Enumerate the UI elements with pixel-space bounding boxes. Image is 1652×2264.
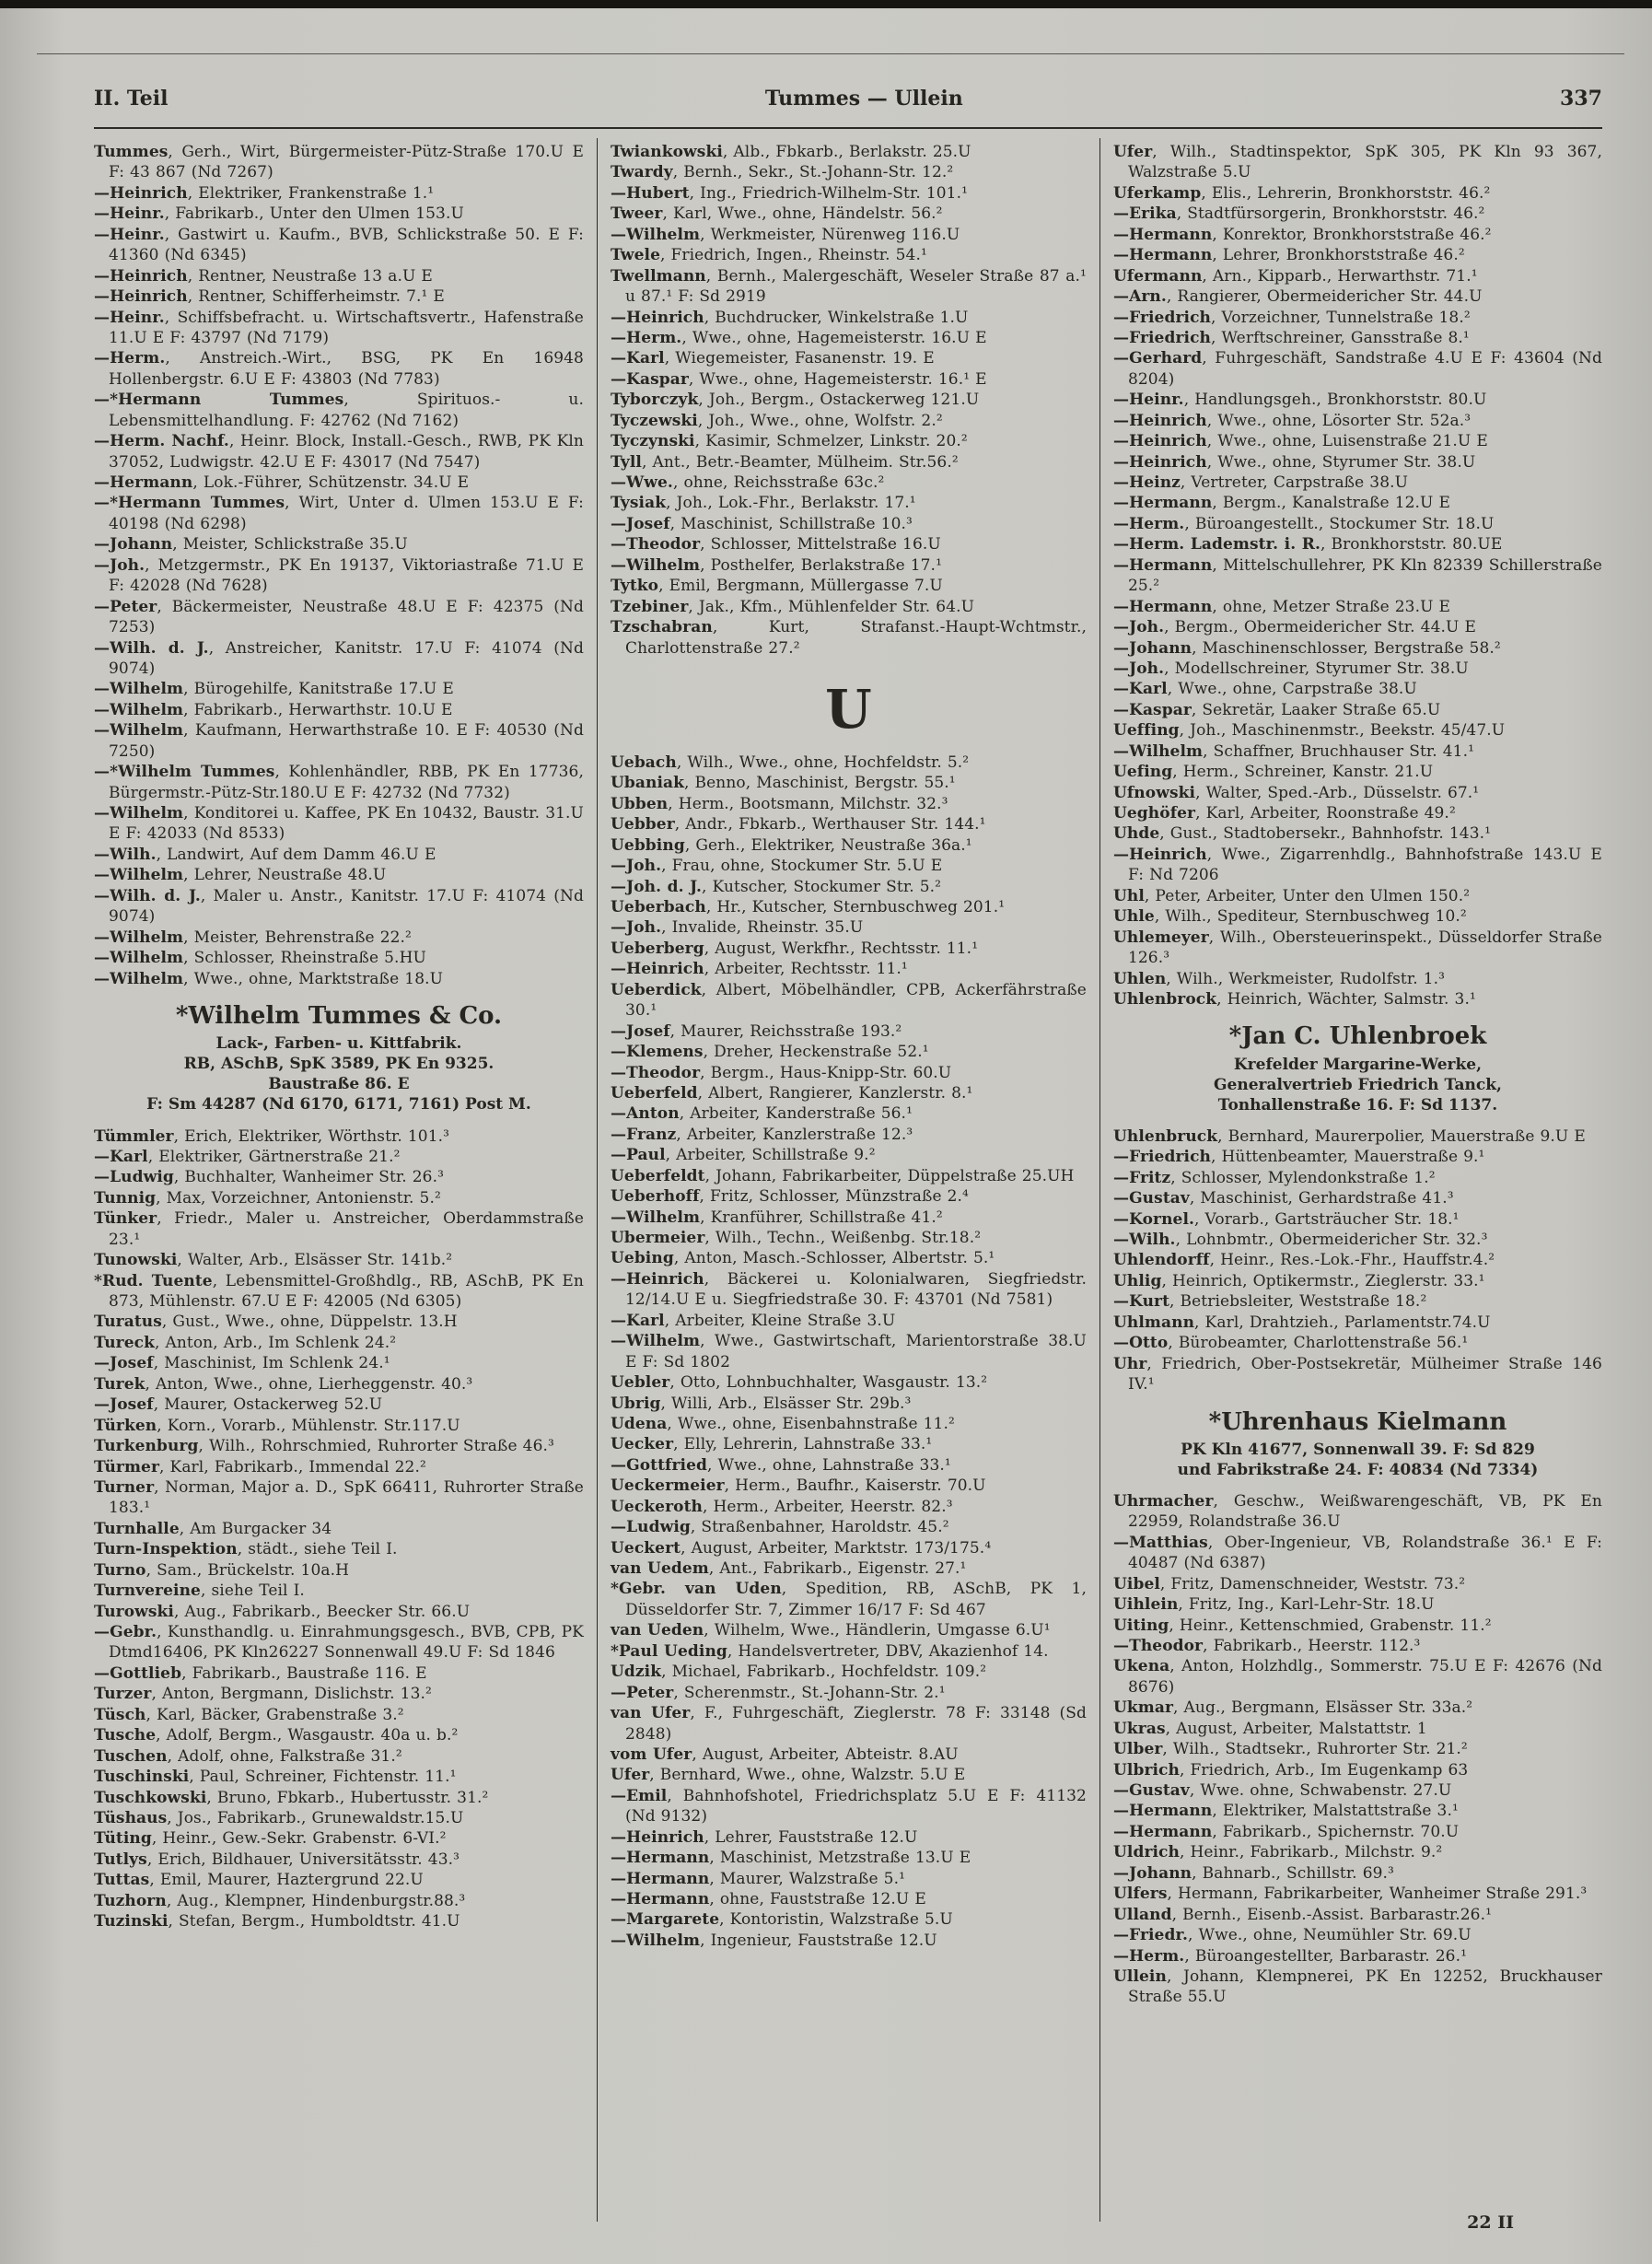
page-header-title: Tummes — Ullein	[764, 87, 963, 111]
advertisement-block	[1113, 1022, 1602, 1114]
directory-entry: —Kaspar, Sekretär, Laaker Straße 65.U	[1112, 700, 1441, 719]
advertisement-line: PK Kln 41677, Sonnenwall 39. F: Sd 829	[1181, 1440, 1535, 1459]
directory-entry: Ukmar, Aug., Bergmann, Elsässer Str. 33a.²	[1112, 1698, 1473, 1718]
directory-entry: Turkenburg, Wilh., Rohrschmied, Ruhrorter Straße 46.³	[94, 1437, 554, 1456]
directory-entry: Uefing, Herm., Schreiner, Kanstr. 21.U	[1112, 763, 1434, 782]
directory-entry: —Wilhelm, Schaffner, Bruchhauser Str. 41.¹	[1112, 741, 1475, 761]
section-letter-heading: U	[825, 677, 872, 741]
directory-entry: Ueckert, August, Arbeiter, Marktstr. 173/175.⁴	[610, 1538, 992, 1558]
directory-entry: —Anton, Arbeiter, Kanderstraße 56.¹	[610, 1104, 913, 1124]
directory-entry: Tureck, Anton, Arb., Im Schlenk 24.²	[94, 1333, 397, 1352]
directory-column-3	[1099, 138, 1602, 2222]
directory-entry: —*Wilhelm Tummes, Kohlenhändler, RBB, PK En 17736, Bürgermstr.-Pütz-Str.180.U E F: 42732 (Nd 7732)	[94, 763, 584, 802]
directory-entry: Twellmann, Bernh., Malergeschäft, Weseler Straße 87 a.¹ u 87.¹ F: Sd 2919	[610, 266, 1087, 307]
directory-entry: Ulbrich, Friedrich, Arb., Im Eugenkamp 63	[1112, 1760, 1469, 1780]
directory-entry: Tuzhorn, Aug., Klempner, Hindenburgstr.88.³	[94, 1891, 466, 1910]
directory-entry: Ufer, Bernhard, Wwe., ohne, Walzstr. 5.U E	[610, 1766, 966, 1785]
directory-entry: Ueffing, Joh., Maschinenmstr., Beekstr. 45/47.U	[1112, 721, 1506, 741]
directory-entry: Ubermeier, Wilh., Techn., Weißenbg. Str.18.²	[610, 1229, 982, 1247]
directory-entry: —Theodor, Schlosser, Mittelstraße 16.U	[610, 535, 941, 554]
advertisement-line: F: Sm 44287 (Nd 6170, 6171, 7161) Post M.	[146, 1095, 531, 1114]
directory-entry: —Hermann, Konrektor, Bronkhorststraße 46.²	[1112, 225, 1492, 244]
directory-entry: —Heinrich, Lehrer, Fauststraße 12.U	[610, 1827, 918, 1847]
directory-entry: Ufer, Wilh., Stadtinspektor, SpK 305, PK Kln 93 367, Walzstraße 5.U	[1112, 143, 1602, 182]
scan-edge-artifact	[0, 0, 1652, 8]
directory-entry: Ueckeroth, Herm., Arbeiter, Heerstr. 82.³	[610, 1497, 953, 1516]
directory-entry: Tümmler, Erich, Elektriker, Wörthstr. 101.³	[94, 1126, 450, 1146]
directory-entry: van Ueden, Wilhelm, Wwe., Händlerin, Umgasse 6.U¹	[610, 1621, 1051, 1640]
directory-entry: Tuschkowski, Bruno, Fbkarb., Hubertusstr. 31.²	[94, 1788, 489, 1807]
directory-entry: —*Hermann Tummes, Wirt, Unter d. Ulmen 153.U E F: 40198 (Nd 6298)	[94, 494, 584, 533]
directory-entry: Uibel, Fritz, Damenschneider, Weststr. 73.²	[1112, 1574, 1466, 1593]
directory-column-1	[94, 138, 597, 2222]
directory-entry: Turowski, Aug., Fabrikarb., Beecker Str. 66.U	[94, 1602, 471, 1621]
directory-entry: —Hermann, Mittelschullehrer, PK Kln 82339 Schillerstraße 25.²	[1112, 555, 1602, 596]
directory-entry: Ueberfeld, Albert, Rangierer, Kanzlerstr. 8.¹	[610, 1083, 973, 1103]
directory-entry: Tysiak, Joh., Lok.-Fhr., Berlakstr. 17.¹	[610, 494, 916, 513]
directory-entry: Uhlmann, Karl, Drahtzieh., Parlamentstr.74.U	[1112, 1313, 1491, 1332]
directory-entry: —Heinrich, Wwe., ohne, Lösorter Str. 52a.³	[1112, 411, 1472, 430]
directory-entry: Uhlen, Wilh., Werkmeister, Rudolfstr. 1.³	[1112, 969, 1446, 988]
directory-entry: Ueckermeier, Herm., Baufhr., Kaiserstr. 70.U	[610, 1476, 986, 1496]
directory-entry: —Wilhelm, Fabrikarb., Herwarthstr. 10.U E	[94, 700, 453, 719]
directory-entry: Ukras, August, Arbeiter, Malstattstr. 1	[1112, 1719, 1427, 1738]
directory-entry: Ufnowski, Walter, Sped.-Arb., Düsselstr. 67.¹	[1112, 783, 1480, 802]
directory-entry: Udena, Wwe., ohne, Eisenbahnstraße 11.²	[610, 1414, 955, 1433]
directory-entry: —Hermann, Bergm., Kanalstraße 12.U E	[1112, 494, 1450, 513]
directory-entry: Tyczewski, Joh., Wwe., ohne, Wolfstr. 2.²	[610, 411, 943, 430]
directory-entry: Uiting, Heinr., Kettenschmied, Grabenstr. 11.²	[1112, 1616, 1492, 1635]
directory-entry: —Wilh. d. J., Anstreicher, Kanitstr. 17.U F: 41074 (Nd 9074)	[94, 638, 584, 678]
directory-entry: —Gottfried, Wwe., ohne, Lahnstraße 33.¹	[610, 1455, 951, 1475]
directory-entry: Tutlys, Erich, Bildhauer, Universitätsstr. 43.³	[94, 1850, 460, 1869]
directory-entry: —Joh., Metzgermstr., PK En 19137, Viktoriastraße 71.U E F: 42028 (Nd 7628)	[94, 555, 584, 596]
directory-entry: Turner, Norman, Major a. D., SpK 66411, Ruhrorter Straße 183.¹	[94, 1477, 584, 1518]
directory-entry: vom Ufer, August, Arbeiter, Abteistr. 8.AU	[610, 1745, 959, 1764]
directory-entry: Twardy, Bernh., Sekr., St.-Johann-Str. 12.²	[610, 163, 954, 182]
directory-entry: —Gerhard, Fuhrgeschäft, Sandstraße 4.U E F: 43604 (Nd 8204)	[1112, 349, 1602, 389]
directory-entry: Ulland, Bernh., Eisenb.-Assist. Barbarastr.26.¹	[1112, 1905, 1493, 1924]
directory-entry: —Herm., Büroangestellt., Stockumer Str. 18.U	[1112, 514, 1495, 533]
directory-entry: van Uedem, Ant., Fabrikarb., Eigenstr. 27.¹	[610, 1559, 967, 1578]
directory-entry: —Gustav, Maschinist, Gerhardstraße 41.³	[1112, 1189, 1454, 1208]
directory-entry: —Emil, Bahnhofshotel, Friedrichsplatz 5.U E F: 41132 (Nd 9132)	[610, 1786, 1087, 1826]
directory-entry: —Joh., Modellschreiner, Styrumer Str. 38.U	[1112, 659, 1469, 678]
directory-entry: Tüshaus, Jos., Fabrikarb., Grunewaldstr.15.U	[94, 1808, 464, 1827]
directory-entry: Türmer, Karl, Fabrikarb., Immendal 22.²	[94, 1457, 426, 1476]
directory-entry: —Wilhelm, Posthelfer, Berlakstraße 17.¹	[610, 555, 942, 575]
directory-entry: —Karl, Elektriker, Gärtnerstraße 21.²	[94, 1147, 401, 1166]
directory-entry: —Herm. Lademstr. i. R., Bronkhorststr. 80.UE	[1112, 535, 1503, 554]
directory-entry: Tzschabran, Kurt, Strafanst.-Haupt-Wchtmstr., Charlottenstraße 27.²	[610, 618, 1087, 658]
directory-entry: —Karl, Wiegemeister, Fasanenstr. 19. E	[610, 349, 935, 368]
directory-entry: —*Hermann Tummes, Spirituos.- u. Lebensmittelhandlung. F: 42762 (Nd 7162)	[94, 391, 584, 430]
directory-entry: Uhlemeyer, Wilh., Obersteuerinspekt., Düsseldorfer Straße 126.³	[1112, 928, 1602, 968]
directory-entry: —Wilh. d. J., Maler u. Anstr., Kanitstr. 17.U F: 41074 (Nd 9074)	[94, 886, 584, 927]
directory-entry: Uhlendorff, Heinr., Res.-Lok.-Fhr., Hauffstr.4.²	[1112, 1251, 1495, 1270]
directory-entry: —Hubert, Ing., Friedrich-Wilhelm-Str. 101.¹	[610, 183, 969, 203]
directory-entry: Turek, Anton, Wwe., ohne, Lierheggenstr. 40.³	[94, 1374, 473, 1394]
directory-entry: —Kurt, Betriebsleiter, Weststraße 18.²	[1112, 1292, 1427, 1312]
directory-entry: —Theodor, Bergm., Haus-Knipp-Str. 60.U	[610, 1063, 952, 1082]
directory-entry: Uecker, Elly, Lehrerin, Lahnstraße 33.¹	[610, 1435, 933, 1454]
advertisement-line: Krefelder Margarine-Werke,	[1233, 1055, 1483, 1074]
directory-entry: —Heinrich, Wwe., Zigarrenhdlg., Bahnhofstraße 143.U E F: Nd 7206	[1112, 845, 1602, 885]
directory-entry: Uhle, Wilh., Spediteur, Sternbuschweg 10.²	[1112, 907, 1467, 927]
directory-entry: —Hermann, ohne, Metzer Straße 23.U E	[1112, 597, 1451, 616]
directory-entry: —Karl, Arbeiter, Kleine Straße 3.U	[610, 1311, 896, 1330]
page-top-rule	[37, 53, 1624, 54]
directory-entry: Tyczynski, Kasimir, Schmelzer, Linkstr. 20.²	[610, 432, 968, 451]
advertisement-line: Tonhallenstraße 16. F: Sd 1137.	[1217, 1095, 1498, 1114]
directory-entry: Tweer, Karl, Wwe., ohne, Händelstr. 56.²	[610, 204, 943, 224]
directory-entry: —Ludwig, Straßenbahner, Haroldstr. 45.²	[610, 1518, 949, 1537]
directory-entry: —Peter, Scherenmstr., St.-Johann-Str. 2.¹	[610, 1683, 946, 1702]
directory-entry: Tunnig, Max, Vorzeichner, Antonienstr. 5.²	[94, 1188, 441, 1208]
advertisement-line: Baustraße 86. E	[268, 1075, 410, 1094]
directory-entry: Twiankowski, Alb., Fbkarb., Berlakstr. 25.U	[610, 143, 971, 161]
advertisement-line: RB, ASchB, SpK 3589, PK En 9325.	[183, 1055, 494, 1074]
directory-entry: —Heinrich, Arbeiter, Rechtsstr. 11.¹	[610, 960, 908, 979]
directory-entry: —Johann, Maschinenschlosser, Bergstraße 58.²	[1112, 638, 1501, 658]
directory-entry: —Hermann, Fabrikarb., Spichernstr. 70.U	[1112, 1822, 1460, 1841]
directory-entry: —Arn., Rangierer, Obermeidericher Str. 44.U	[1112, 287, 1483, 307]
directory-entry: —Wilhelm, Konditorei u. Kaffee, PK En 10432, Baustr. 31.U E F: 42033 (Nd 8533)	[94, 804, 584, 844]
directory-entry: —Wilhelm, Wwe., ohne, Marktstraße 18.U	[94, 969, 444, 988]
directory-entry: —Heinrich, Rentner, Neustraße 13 a.U E	[94, 266, 433, 286]
advertisement-title: *Wilhelm Tummes & Co.	[175, 1001, 503, 1030]
directory-column-2	[597, 138, 1099, 2222]
directory-entry: —Margarete, Kontoristin, Walzstraße 5.U	[610, 1910, 953, 1930]
page-part-label: II. Teil	[94, 87, 169, 111]
directory-entry: —Gottlieb, Fabrikarb., Baustraße 116. E	[94, 1663, 427, 1683]
directory-entry: Ukena, Anton, Holzhdlg., Sommerstr. 75.U E F: 42676 (Nd 8676)	[1112, 1657, 1602, 1697]
directory-entry: —Herm., Anstreich.-Wirt., BSG, PK En 16948 Hollenbergstr. 6.U E F: 43803 (Nd 7783)	[94, 349, 584, 389]
directory-entry: —Wilhelm, Lehrer, Neustraße 48.U	[94, 866, 387, 885]
directory-entry: —Heinr., Fabrikarb., Unter den Ulmen 153.U	[94, 204, 464, 224]
directory-entry: —Klemens, Dreher, Heckenstraße 52.¹	[610, 1043, 929, 1062]
directory-entry: —Karl, Wwe., ohne, Carpstraße 38.U	[1112, 680, 1417, 699]
directory-entry: Udzik, Michael, Fabrikarb., Hochfeldstr. 109.²	[610, 1663, 987, 1682]
directory-entry: —Joh., Frau, ohne, Stockumer Str. 5.U E	[610, 857, 943, 876]
directory-entry: Ubrig, Willi, Arb., Elsässer Str. 29b.³	[610, 1394, 912, 1413]
directory-entry: Uebler, Otto, Lohnbuchhalter, Wasgaustr. 13.²	[610, 1373, 988, 1393]
directory-entry: Ueberfeldt, Johann, Fabrikarbeiter, Düppelstraße 25.UH	[610, 1166, 1075, 1185]
directory-entry: Ueberdick, Albert, Möbelhändler, CPB, Ackerfährstraße 30.¹	[610, 980, 1087, 1021]
directory-entry: Ueberhoff, Fritz, Schlosser, Münzstraße 2.⁴	[610, 1187, 969, 1207]
directory-entry: —Hermann, ohne, Fauststraße 12.U E	[610, 1890, 926, 1908]
directory-entry: Uldrich, Heinr., Fabrikarb., Milchstr. 9.²	[1112, 1843, 1443, 1862]
directory-entry: *Paul Ueding, Handelsvertreter, DBV, Akazienhof 14.	[610, 1641, 1049, 1661]
directory-entry: Ubben, Herm., Bootsmann, Milchstr. 32.³	[610, 794, 948, 813]
directory-entry: —Erika, Stadtfürsorgerin, Bronkhorststr. 46.²	[1112, 204, 1485, 224]
advertisement-title: *Uhrenhaus Kielmann	[1208, 1407, 1507, 1436]
directory-entry: *Gebr. van Uden, Spedition, RB, ASchB, PK 1, Düsseldorfer Str. 7, Zimmer 16/17 F: Sd 467	[610, 1580, 1087, 1619]
directory-entry: Uferkamp, Elis., Lehrerin, Bronkhorststr. 46.²	[1112, 183, 1491, 203]
directory-entry: Ubaniak, Benno, Maschinist, Bergstr. 55.¹	[610, 774, 956, 793]
directory-entry: —Ludwig, Buchhalter, Wanheimer Str. 26.³	[94, 1168, 445, 1187]
directory-entry: Ulfers, Hermann, Fabrikarbeiter, Wanheimer Straße 291.³	[1112, 1885, 1588, 1904]
directory-entry: Ufermann, Arn., Kipparb., Herwarthstr. 71.¹	[1112, 266, 1478, 286]
advertisement-title: *Jan C. Uhlenbroek	[1228, 1022, 1487, 1051]
directory-entry: —Wilh., Lohnbmtr., Obermeidericher Str. 32.³	[1112, 1231, 1488, 1250]
directory-entry: Ullein, Johann, Klempnerei, PK En 12252, Bruckhauser Straße 55.U	[1112, 1966, 1602, 2007]
directory-entry: —Heinrich, Rentner, Schifferheimstr. 7.¹ E	[94, 287, 445, 307]
directory-entry: Tusche, Adolf, Bergm., Wasgaustr. 40a u. b.²	[94, 1726, 459, 1745]
directory-entry: Uhl, Peter, Arbeiter, Unter den Ulmen 150.²	[1112, 886, 1471, 905]
directory-entry: Tuschinski, Paul, Schreiner, Fichtenstr. 11.¹	[94, 1768, 457, 1787]
directory-entry: Tunowski, Walter, Arb., Elsässer Str. 141b.²	[94, 1251, 453, 1270]
directory-entry: —Friedrich, Vorzeichner, Tunnelstraße 18.²	[1112, 308, 1471, 327]
page-header	[94, 87, 1602, 111]
directory-entry: van Ufer, F., Fuhrgeschäft, Zieglerstr. 78 F: 33148 (Sd 2848)	[610, 1704, 1087, 1744]
directory-entry: Turnhalle, Am Burgacker 34	[94, 1519, 332, 1538]
directory-entry: Turnvereine, siehe Teil I.	[94, 1581, 305, 1601]
directory-entry: —Hermann, Maschinist, Metzstraße 13.U E	[610, 1849, 971, 1868]
advertisement-block	[1113, 1408, 1602, 1480]
directory-entry: —Friedrich, Hüttenbeamter, Mauerstraße 9.¹	[1112, 1148, 1485, 1167]
directory-entry: Tummes, Gerh., Wirt, Bürgermeister-Pütz-Straße 170.U E F: 43 867 (Nd 7267)	[94, 143, 584, 182]
directory-entry: Uhr, Friedrich, Ober-Postsekretär, Mülheimer Straße 146 IV.¹	[1112, 1354, 1602, 1395]
directory-entry: —Hermann, Lok.-Führer, Schützenstr. 34.U E	[94, 473, 470, 492]
directory-entry: Tyborczyk, Joh., Bergm., Ostackerweg 121.U	[610, 391, 980, 410]
directory-entry: —Johann, Bahnarb., Schillstr. 69.³	[1112, 1863, 1394, 1883]
directory-entry: —Kornel., Vorarb., Gartsträucher Str. 18.¹	[1112, 1209, 1460, 1229]
directory-entry: Uhlenbrock, Heinrich, Wächter, Salmstr. 3.¹	[1112, 989, 1476, 1009]
directory-entry: Tuzinski, Stefan, Bergm., Humboldtstr. 41.U	[94, 1912, 460, 1931]
directory-entry: —Peter, Bäckermeister, Neustraße 48.U E F: 42375 (Nd 7253)	[94, 597, 584, 637]
directory-entry: —Wilhelm, Schlosser, Rheinstraße 5.HU	[94, 949, 426, 968]
directory-entry: Ueghöfer, Karl, Arbeiter, Roonstraße 49.²	[1112, 804, 1456, 823]
directory-entry: —Hermann, Elektriker, Malstattstraße 3.¹	[1112, 1802, 1459, 1821]
directory-entry: —Heinr., Schiffsbefracht. u. Wirtschaftsvertr., Hafenstraße 11.U E F: 43797 (Nd 7179)	[94, 308, 584, 347]
directory-entry: Uihlein, Fritz, Ing., Karl-Lehr-Str. 18.U	[1112, 1595, 1435, 1615]
directory-entry: Turzer, Anton, Bergmann, Dislichstr. 13.²	[94, 1685, 432, 1704]
directory-entry: —Wilhelm, Werkmeister, Nürenweg 116.U	[610, 225, 960, 244]
directory-entry: Uebach, Wilh., Wwe., ohne, Hochfeldstr. 5.²	[610, 753, 970, 772]
directory-entry: —Joh., Bergm., Obermeidericher Str. 44.U E	[1112, 618, 1476, 637]
directory-entry: —Wwe., ohne, Reichsstraße 63c.²	[610, 473, 885, 492]
advertisement-line: Generalvertrieb Friedrich Tanck,	[1214, 1075, 1502, 1094]
directory-entry: Tüsch, Karl, Bäcker, Grabenstraße 3.²	[94, 1705, 404, 1724]
directory-entry: —Wilhelm, Kaufmann, Herwarthstraße 10. E F: 40530 (Nd 7250)	[94, 721, 584, 761]
directory-entry: Uhlig, Heinrich, Optikermstr., Zieglerstr. 33.¹	[1112, 1271, 1485, 1290]
directory-entry: Ueberberg, August, Werkfhr., Rechtsstr. 11.¹	[610, 939, 979, 958]
directory-entry: —Wilhelm, Wwe., Gastwirtschaft, Marientorstraße 38.U E F: Sd 1802	[610, 1332, 1087, 1371]
directory-entry: —Franz, Arbeiter, Kanzlerstraße 12.³	[610, 1125, 913, 1144]
directory-entry: Turn-Inspektion, städt., siehe Teil I.	[94, 1540, 398, 1559]
directory-entry: —Gebr., Kunsthandlg. u. Einrahmungsgesch., BVB, CPB, PK Dtmd16406, PK Kln26227 Sonnenwall 49.U F: Sd 1846	[94, 1623, 584, 1663]
page-number: 337	[1560, 87, 1602, 111]
directory-entry: —Heinrich, Elektriker, Frankenstraße 1.¹	[94, 183, 435, 203]
advertisement-line: Lack-, Farben- u. Kittfabrik.	[215, 1034, 462, 1054]
directory-entry: Tyll, Ant., Betr.-Beamter, Mülheim. Str.56.²	[610, 452, 959, 472]
header-rule	[94, 127, 1602, 129]
directory-entry: —Josef, Maurer, Ostackerweg 52.U	[94, 1395, 383, 1415]
directory-entry: Tuschen, Adolf, ohne, Falkstraße 31.²	[94, 1746, 402, 1766]
directory-entry: Tünker, Friedr., Maler u. Anstreicher, Oberdammstraße 23.¹	[94, 1209, 584, 1249]
directory-entry: —Joh., Invalide, Rheinstr. 35.U	[610, 918, 864, 938]
directory-entry: Uhlenbruck, Bernhard, Maurerpolier, Mauerstraße 9.U E	[1112, 1126, 1586, 1146]
directory-entry: Twele, Friedrich, Ingen., Rheinstr. 54.¹	[610, 246, 927, 265]
directory-entry: —Heinrich, Wwe., ohne, Luisenstraße 21.U E	[1112, 432, 1488, 451]
directory-entry: —Wilhelm, Ingenieur, Fauststraße 12.U	[610, 1931, 937, 1950]
directory-entry: —Hermann, Maurer, Walzstraße 5.¹	[610, 1869, 905, 1888]
directory-columns	[94, 138, 1602, 2222]
directory-entry: —Wilhelm, Kranführer, Schillstraße 41.²	[610, 1208, 943, 1227]
directory-entry: —Friedrich, Werftschreiner, Gansstraße 8.¹	[1112, 328, 1470, 347]
directory-entry: —Heinrich, Buchdrucker, Winkelstraße 1.U	[610, 308, 969, 327]
directory-entry: Ueberbach, Hr., Kutscher, Sternbuschweg 201.¹	[610, 898, 1006, 916]
directory-entry: Turatus, Gust., Wwe., ohne, Düppelstr. 13.H	[94, 1313, 458, 1332]
directory-entry: —Wilhelm, Bürogehilfe, Kanitstraße 17.U E	[94, 680, 454, 699]
directory-entry: Tuttas, Emil, Maurer, Haztergrund 22.U	[94, 1871, 424, 1890]
print-signature: 22 II	[1467, 2212, 1514, 2233]
directory-entry: —Heinr., Gastwirt u. Kaufm., BVB, Schlickstraße 50. E F: 41360 (Nd 6345)	[94, 225, 584, 265]
directory-entry: —Matthias, Ober-Ingenieur, VB, Rolandstraße 36.¹ E F: 40487 (Nd 6387)	[1112, 1533, 1602, 1573]
directory-entry: —Kaspar, Wwe., ohne, Hagemeisterstr. 16.¹ E	[610, 369, 987, 389]
directory-entry: —Herm., Wwe., ohne, Hagemeisterstr. 16.U E	[610, 328, 987, 347]
directory-entry: —Joh. d. J., Kutscher, Stockumer Str. 5.²	[610, 877, 942, 896]
directory-entry: Uhde, Gust., Stadtobersekr., Bahnhofstr. 143.¹	[1112, 824, 1492, 844]
directory-entry: —Heinrich, Bäckerei u. Kolonialwaren, Siegfriedstr. 12/14.U E u. Siegfriedstraße 30. F: 43701 (Nd 7581)	[610, 1269, 1087, 1310]
directory-entry: Tzebiner, Jak., Kfm., Mühlenfelder Str. 64.U	[610, 597, 975, 616]
directory-entry: —Wilhelm, Meister, Behrenstraße 22.²	[94, 928, 412, 947]
directory-entry: —Heinr., Handlungsgeh., Bronkhorststr. 80.U	[1112, 391, 1487, 410]
directory-entry: —Hermann, Lehrer, Bronkhorststraße 46.²	[1112, 246, 1465, 265]
directory-entry: —Josef, Maschinist, Schillstraße 10.³	[610, 514, 913, 533]
directory-entry: Tytko, Emil, Bergmann, Müllergasse 7.U	[610, 577, 943, 596]
directory-entry: —Johann, Meister, Schlickstraße 35.U	[94, 535, 408, 554]
directory-entry: Tüting, Heinr., Gew.-Sekr. Grabenstr. 6-VI.²	[94, 1829, 447, 1849]
directory-entry: —Herm. Nachf., Heinr. Block, Install.-Gesch., RWB, PK Kln 37052, Ludwigstr. 42.U E F: 43017 (Nd 7547)	[94, 432, 584, 472]
directory-entry: Uebing, Anton, Masch.-Schlosser, Albertstr. 5.¹	[610, 1249, 995, 1268]
directory-entry: —Heinrich, Wwe., ohne, Styrumer Str. 38.U	[1112, 452, 1476, 472]
directory-entry: —Paul, Arbeiter, Schillstraße 9.²	[610, 1146, 876, 1165]
directory-entry: Uebber, Andr., Fbkarb., Werthauser Str. 144.¹	[610, 815, 986, 834]
directory-entry: —Theodor, Fabrikarb., Heerstr. 112.³	[1112, 1636, 1421, 1655]
directory-entry: —Heinz, Vertreter, Carpstraße 38.U	[1112, 473, 1409, 492]
directory-entry: —Fritz, Schlosser, Mylendonkstraße 1.²	[1112, 1168, 1436, 1187]
advertisement-block	[94, 1002, 584, 1115]
directory-entry: —Friedr., Wwe., ohne, Neumühler Str. 69.U	[1112, 1926, 1472, 1945]
directory-entry: —Josef, Maurer, Reichsstraße 193.²	[610, 1021, 902, 1041]
directory-entry: Turno, Sam., Brückelstr. 10a.H	[94, 1560, 350, 1580]
directory-entry: —Gustav, Wwe. ohne, Schwabenstr. 27.U	[1112, 1781, 1452, 1801]
directory-entry: —Wilh., Landwirt, Auf dem Damm 46.U E	[94, 845, 436, 864]
directory-entry: —Josef, Maschinist, Im Schlenk 24.¹	[94, 1354, 390, 1373]
directory-entry: *Rud. Tuente, Lebensmittel-Großhdlg., RB, ASchB, PK En 873, Mühlenstr. 67.U E F: 42005 (Nd 6305)	[94, 1271, 584, 1311]
directory-entry: Uhrmacher, Geschw., Weißwarengeschäft, VB, PK En 22959, Rolandstraße 36.U	[1112, 1491, 1602, 1532]
directory-entry: —Herm., Büroangestellter, Barbarastr. 26.¹	[1112, 1946, 1468, 1966]
directory-entry: Ulber, Wilh., Stadtsekr., Ruhrorter Str. 21.²	[1112, 1740, 1468, 1759]
directory-entry: Türken, Korn., Vorarb., Mühlenstr. Str.117.U	[94, 1416, 460, 1435]
directory-entry: —Otto, Bürobeamter, Charlottenstraße 56.¹	[1112, 1334, 1469, 1353]
advertisement-line: und Fabrikstraße 24. F: 40834 (Nd 7334)	[1177, 1460, 1539, 1479]
directory-entry: Uebbing, Gerh., Elektriker, Neustraße 36a.¹	[610, 835, 972, 855]
